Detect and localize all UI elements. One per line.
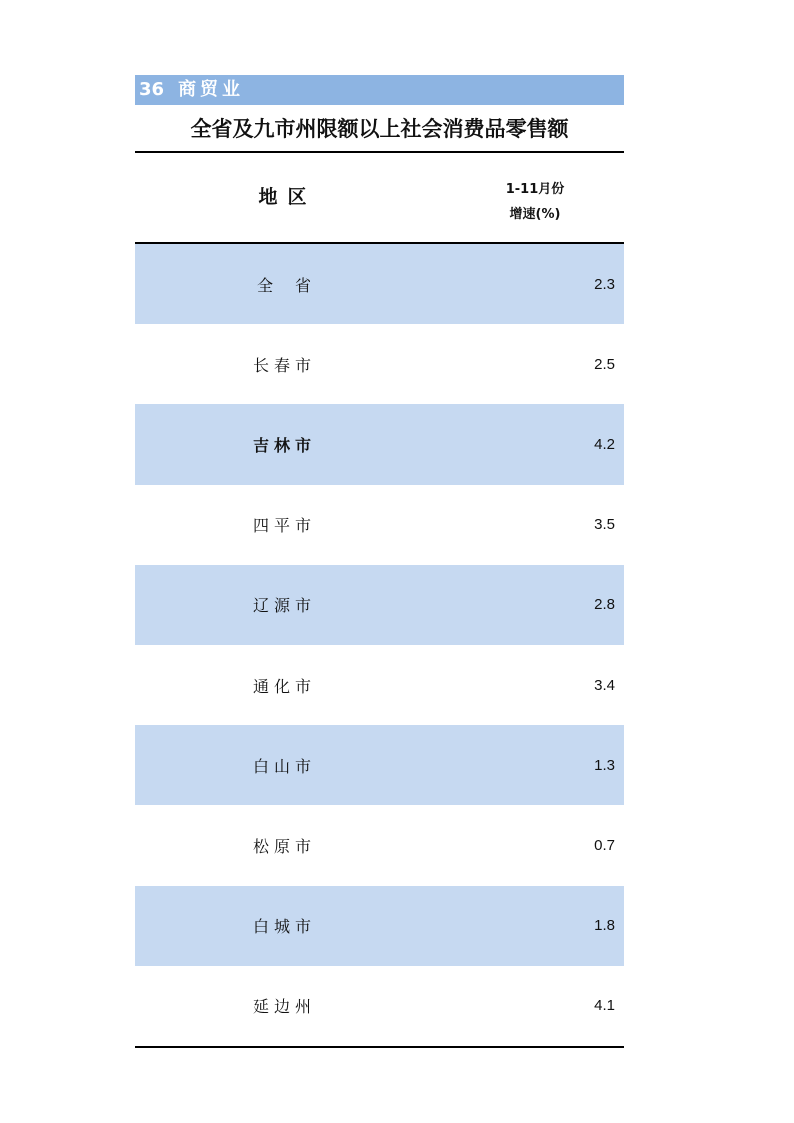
table-row [135,966,624,1046]
table-title: 全省及九市州限额以上社会消费品零售额 [135,105,624,153]
table-row [135,645,624,725]
section-header-bar [135,75,624,105]
region-cell: 通化市 [253,676,317,696]
region-cell: 吉林市 [253,435,317,455]
table-row [135,725,624,805]
region-column-header: 地区 [258,186,317,208]
table-row [135,324,624,404]
region-cell: 白山市 [253,756,317,776]
table-row [135,244,624,324]
table-body [135,244,624,1046]
growth-value-cell: 2.3 [594,275,615,293]
table-header [135,153,624,244]
region-cell: 全省 [257,275,334,295]
period-header-label: 1-11月份 [505,182,565,197]
growth-value-cell: 4.2 [594,435,615,453]
table-row [135,565,624,645]
region-cell: 白城市 [253,917,317,937]
growth-value-cell: 3.4 [594,676,615,694]
growth-value-cell: 4.1 [594,997,615,1015]
growth-value-cell: 0.7 [594,836,615,854]
region-cell: 辽源市 [253,596,317,616]
growth-value-cell: 1.8 [594,917,615,935]
region-cell: 四平市 [253,516,317,536]
table-row [135,805,624,885]
section-name: 商贸业 [178,79,245,100]
growth-value-cell: 3.5 [594,516,615,534]
table-row [135,404,624,484]
region-cell: 延边州 [253,997,317,1017]
region-cell: 长春市 [253,355,317,375]
table-row [135,886,624,966]
growth-value-cell: 2.8 [594,596,615,614]
section-number: 36 [139,79,165,100]
growth-column-header [475,177,595,227]
growth-value-cell: 2.5 [594,355,615,373]
metric-header-label: 增速(%) [509,207,561,222]
document-page [135,75,624,1048]
table-bottom-rule [135,1046,624,1048]
table-row [135,485,624,565]
region-cell: 松原市 [253,836,317,856]
growth-value-cell: 1.3 [594,756,615,774]
